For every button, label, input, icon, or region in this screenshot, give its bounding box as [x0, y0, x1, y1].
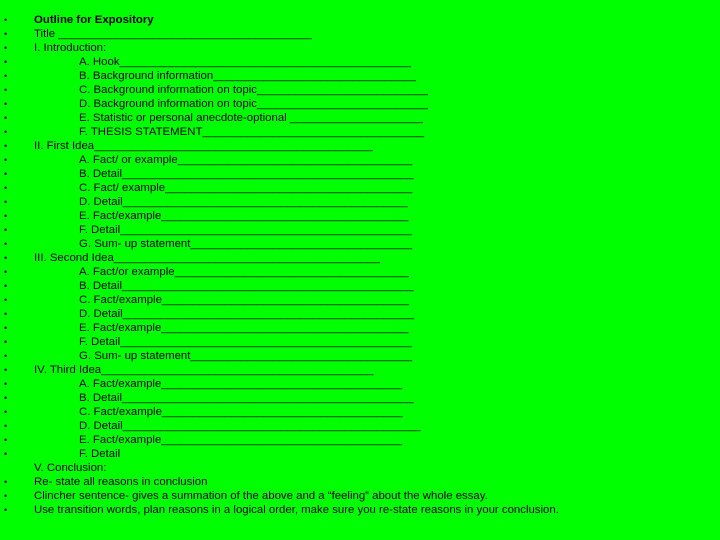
bullet-icon: •	[4, 295, 8, 305]
outline-line	[0, 209, 720, 223]
outline-line	[0, 433, 720, 447]
outline-list	[0, 13, 720, 517]
outline-line	[0, 167, 720, 181]
bullet-icon: •	[4, 337, 8, 347]
outline-line	[0, 489, 720, 503]
outline-line	[0, 97, 720, 111]
outline-line	[0, 55, 720, 69]
outline-line	[0, 321, 720, 335]
bullet-icon: •	[4, 85, 8, 95]
outline-line	[0, 139, 720, 153]
outline-line	[0, 195, 720, 209]
outline-line	[0, 293, 720, 307]
outline-item-text: I. Introduction:	[34, 42, 107, 54]
bullet-icon: •	[4, 435, 8, 445]
bullet-icon: •	[4, 393, 8, 403]
outline-line	[0, 223, 720, 237]
outline-line	[0, 279, 720, 293]
outline-line	[0, 349, 720, 363]
outline-item-text: III. Second Idea__________________________________________	[34, 252, 380, 264]
outline-subitem-text: F. Detail______________________________________________	[79, 336, 412, 348]
outline-subitem-text: B. Detail______________________________________________	[79, 280, 414, 292]
bullet-icon: •	[4, 141, 8, 151]
outline-item-text: Re- state all reasons in conclusion	[34, 476, 208, 488]
bullet-icon: •	[4, 113, 8, 123]
outline-line	[0, 153, 720, 167]
outline-line	[0, 13, 720, 27]
outline-subitem-text: E. Statistic or personal anecdote-optional _____________________	[79, 112, 423, 124]
outline-subitem-text: D. Detail_____________________________________________	[79, 196, 408, 208]
bullet-icon: •	[4, 449, 8, 459]
outline-line	[0, 405, 720, 419]
bullet-icon: •	[4, 351, 8, 361]
outline-subitem-text: B. Background information________________________________	[79, 70, 416, 82]
outline-item-text: II. First Idea____________________________________________	[34, 140, 373, 152]
bullet-icon: •	[4, 505, 8, 515]
outline-item-text: Clincher sentence- gives a summation of the above and a “feeling” about the whole essay.	[34, 490, 488, 502]
outline-line	[0, 363, 720, 377]
outline-line	[0, 475, 720, 489]
bullet-icon: •	[4, 29, 8, 39]
outline-subitem-text: B. Detail______________________________________________	[79, 392, 414, 404]
bullet-icon: •	[4, 169, 8, 179]
outline-line	[0, 447, 720, 461]
outline-line	[0, 503, 720, 517]
outline-subitem-text: F. Detail	[79, 448, 121, 460]
outline-line	[0, 251, 720, 265]
outline-subitem-text: E. Fact/example_______________________________________	[79, 322, 409, 334]
bullet-icon: •	[4, 421, 8, 431]
outline-subitem-text: C. Fact/example______________________________________	[79, 406, 403, 418]
outline-subitem-text: F. THESIS STATEMENT___________________________________	[79, 126, 425, 138]
outline-line	[0, 125, 720, 139]
outline-subitem-text: C. Fact/ example_______________________________________	[79, 182, 413, 194]
bullet-icon: •	[4, 155, 8, 165]
bullet-icon: •	[4, 43, 8, 53]
bullet-icon: •	[4, 477, 8, 487]
outline-subitem-text: D. Detail______________________________________________	[79, 308, 415, 320]
outline-item-text: Use transition words, plan reasons in a logical order, make sure you re-state reasons in your conclusion.	[34, 504, 559, 516]
outline-line	[0, 41, 720, 55]
outline-subitem-text: A. Fact/example______________________________________	[79, 378, 403, 390]
outline-item-text: Outline for Expository	[34, 14, 154, 26]
bullet-icon: •	[4, 309, 8, 319]
outline-line	[0, 307, 720, 321]
outline-item-text: V. Conclusion:	[34, 462, 107, 474]
bullet-icon: •	[4, 127, 8, 137]
outline-line	[0, 181, 720, 195]
bullet-icon: •	[4, 211, 8, 221]
outline-subitem-text: B. Detail______________________________________________	[79, 168, 414, 180]
bullet-icon: •	[4, 15, 8, 25]
outline-line	[0, 69, 720, 83]
outline-subitem-text: C. Background information on topic___________________________	[79, 84, 428, 96]
bullet-icon: •	[4, 253, 8, 263]
outline-line	[0, 265, 720, 279]
bullet-icon: •	[4, 407, 8, 417]
outline-line	[0, 27, 720, 41]
outline-line	[0, 461, 720, 475]
outline-item-text: Title ________________________________________	[34, 28, 312, 40]
outline-subitem-text: E. Fact/example______________________________________	[79, 434, 403, 446]
outline-line	[0, 419, 720, 433]
bullet-icon: •	[4, 57, 8, 67]
bullet-icon: •	[4, 239, 8, 249]
bullet-icon: •	[4, 281, 8, 291]
outline-subitem-text: E. Fact/example_______________________________________	[79, 210, 409, 222]
outline-line	[0, 391, 720, 405]
outline-line	[0, 83, 720, 97]
outline-subitem-text: A. Fact/ or example_____________________________________	[79, 154, 413, 166]
outline-line	[0, 111, 720, 125]
bullet-icon: •	[4, 379, 8, 389]
outline-subitem-text: A. Hook______________________________________________	[79, 56, 411, 68]
bullet-icon: •	[4, 71, 8, 81]
outline-line	[0, 335, 720, 349]
outline-subitem-text: F. Detail______________________________________________	[79, 224, 412, 236]
outline-subitem-text: A. Fact/or example_____________________________________	[79, 266, 409, 278]
bullet-icon: •	[4, 323, 8, 333]
outline-subitem-text: C. Fact/example_______________________________________	[79, 294, 409, 306]
bullet-icon: •	[4, 225, 8, 235]
bullet-icon: •	[4, 267, 8, 277]
outline-line	[0, 237, 720, 251]
bullet-icon: •	[4, 99, 8, 109]
outline-line	[0, 377, 720, 391]
outline-subitem-text: G. Sum- up statement___________________________________	[79, 350, 413, 362]
outline-subitem-text: G. Sum- up statement___________________________________	[79, 238, 413, 250]
bullet-icon: •	[4, 197, 8, 207]
outline-item-text: IV. Third Idea___________________________________________	[34, 364, 374, 376]
outline-subitem-text: D. Detail_______________________________________________	[79, 420, 421, 432]
bullet-icon: •	[4, 183, 8, 193]
bullet-icon: •	[4, 491, 8, 501]
outline-subitem-text: D. Background information on topic___________________________	[79, 98, 428, 110]
bullet-icon: •	[4, 365, 8, 375]
